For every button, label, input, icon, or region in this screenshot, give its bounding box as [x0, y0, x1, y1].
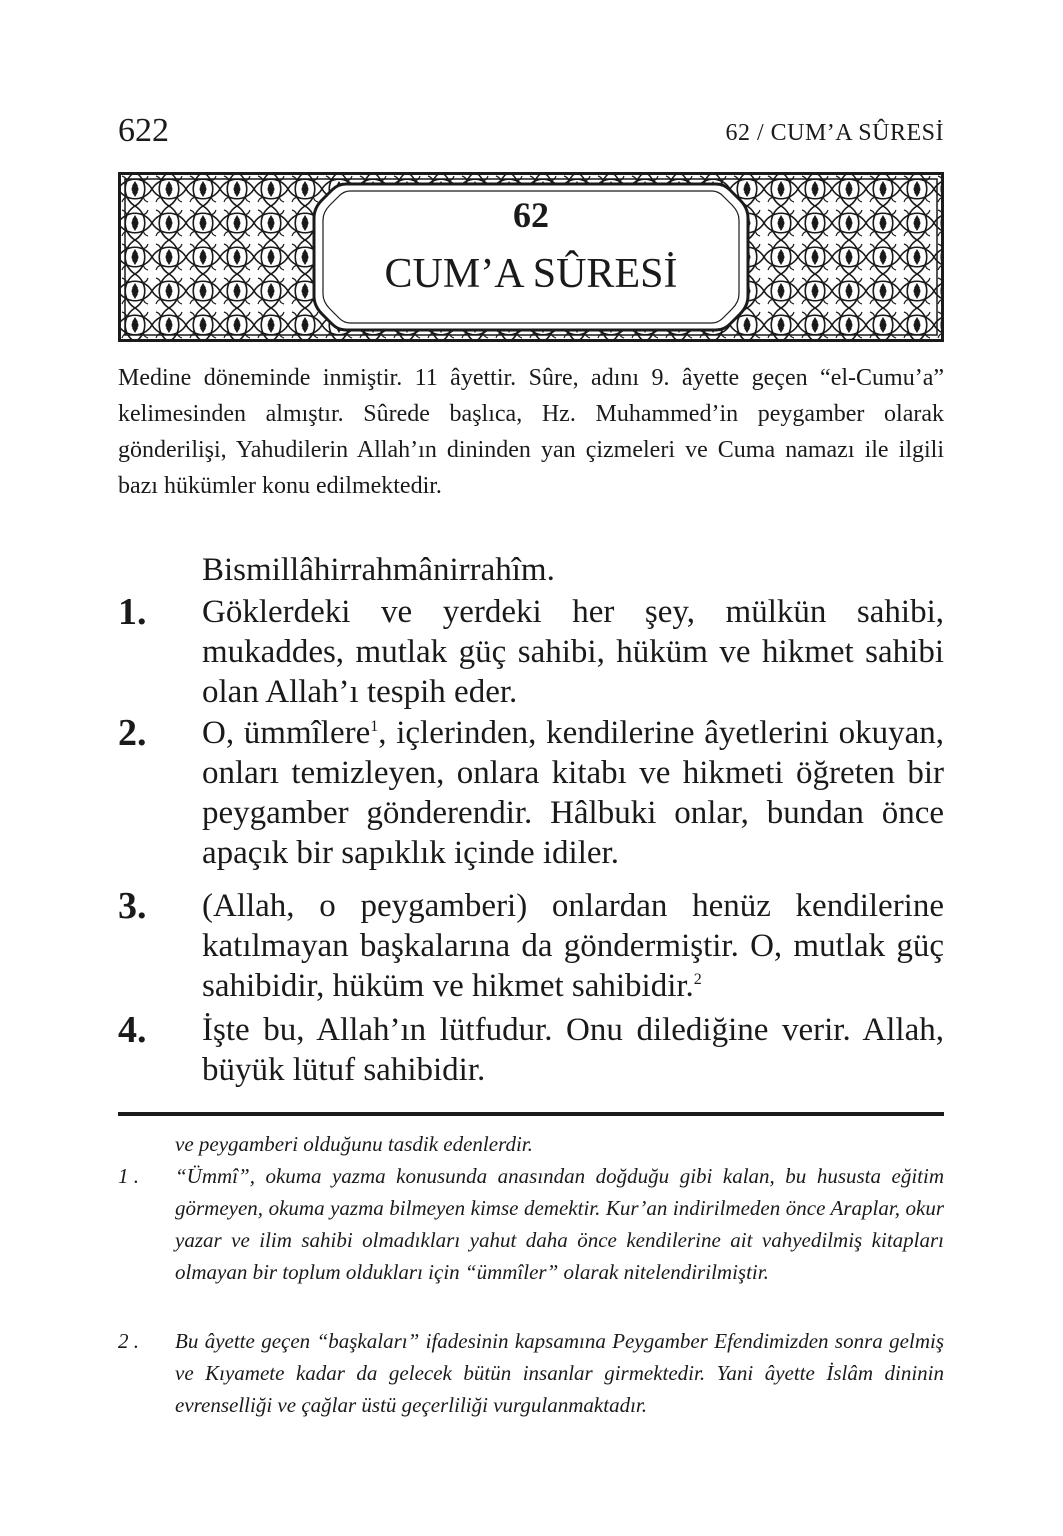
- verse-text-part: O, ümmîlere: [202, 715, 371, 751]
- footnote-number: 1 .: [118, 1164, 139, 1188]
- basmala: Bismillâhirrahmânirrahîm.: [202, 552, 555, 588]
- banner-text: [118, 172, 944, 342]
- surah-title: CUM’A SÛRESİ: [384, 251, 678, 297]
- footnote-divider: [118, 1112, 944, 1116]
- verse-number: 2.: [118, 712, 147, 754]
- footnote-continuation: ve peygamberi olduğunu tasdik edenlerdir.: [175, 1132, 533, 1156]
- verse-text: [202, 886, 944, 1006]
- page-number: 622: [118, 112, 169, 149]
- footnote-ref-1[interactable]: 1: [370, 718, 379, 735]
- running-header: [118, 112, 944, 156]
- verse-number: 1.: [118, 591, 147, 633]
- footnote-number: 2 .: [118, 1329, 139, 1353]
- surah-number: 62: [513, 195, 549, 235]
- surah-introduction: Medine döneminde inmiştir. 11 âyettir. Sûre, adını 9. âyette geçen “el-Cumu’a” kelimesinden almıştır. Sûrede başlıca, Hz. Muhammed’in peygamber olarak gönderilişi, Yahudilerin Allah’ın dininden yan çizmeleri ve Cuma namazı ile ilgili bazı hükümler konu edilmektedir.: [118, 365, 944, 499]
- verse-text: İşte bu, Allah’ın lütfudur. Onu dilediğine verir. Allah, büyük lütuf sahibidir.: [202, 1012, 944, 1088]
- footnote-text: “Ümmî”, okuma yazma konusunda anasından doğduğu gibi kalan, bu hususta eğitim görmeyen, okuma yazma bilmeyen kimse demektir. Kur’an indirilmeden önce Araplar, okur yazar ve ilim sahibi olmadıkları yahut daha önce kendilerine ait vahyedilmiş kitapları olmayan bir toplum oldukları için “ümmîler” olarak nitelendirilmiştir.: [175, 1164, 944, 1284]
- verse-number: 3.: [118, 885, 147, 927]
- surah-banner: [118, 172, 944, 342]
- verse-text-part: , içlerinden, kendilerine âyetlerini okuyan, onları temizleyen, onlara kitabı ve hikmeti öğreten bir peygamber gönderendir. Hâlbuki onlar, bundan önce apaçık bir sapıklık içinde idiler.: [202, 715, 945, 871]
- verse-number: 4.: [118, 1009, 147, 1051]
- verse-text: Göklerdeki ve yerdeki her şey, mülkün sahibi, mukaddes, mutlak güç sahibi, hüküm ve hikmet sahibi olan Allah’ı tespih eder.: [202, 594, 944, 710]
- footnote-text: Bu âyette geçen “başkaları” ifadesinin kapsamına Peygamber Efendimizden sonra gelmiş ve Kıyamete kadar da gelecek bütün insanlar girmektedir. Yani âyette İslâm dininin evrenselliği ve çağlar üstü geçerliliği vurgulanmaktadır.: [175, 1329, 944, 1417]
- running-title: 62 / CUM’A SÛRESİ: [725, 120, 944, 146]
- verse-text: [202, 713, 944, 873]
- verse-text-part: (Allah, o peygamberi) onlardan henüz kendilerine katılmayan başkalarına da göndermiştir. O, mutlak güç sahibidir, hüküm ve hikmet sahibidir.: [202, 888, 944, 1004]
- footnote-ref-2[interactable]: 2: [693, 971, 702, 988]
